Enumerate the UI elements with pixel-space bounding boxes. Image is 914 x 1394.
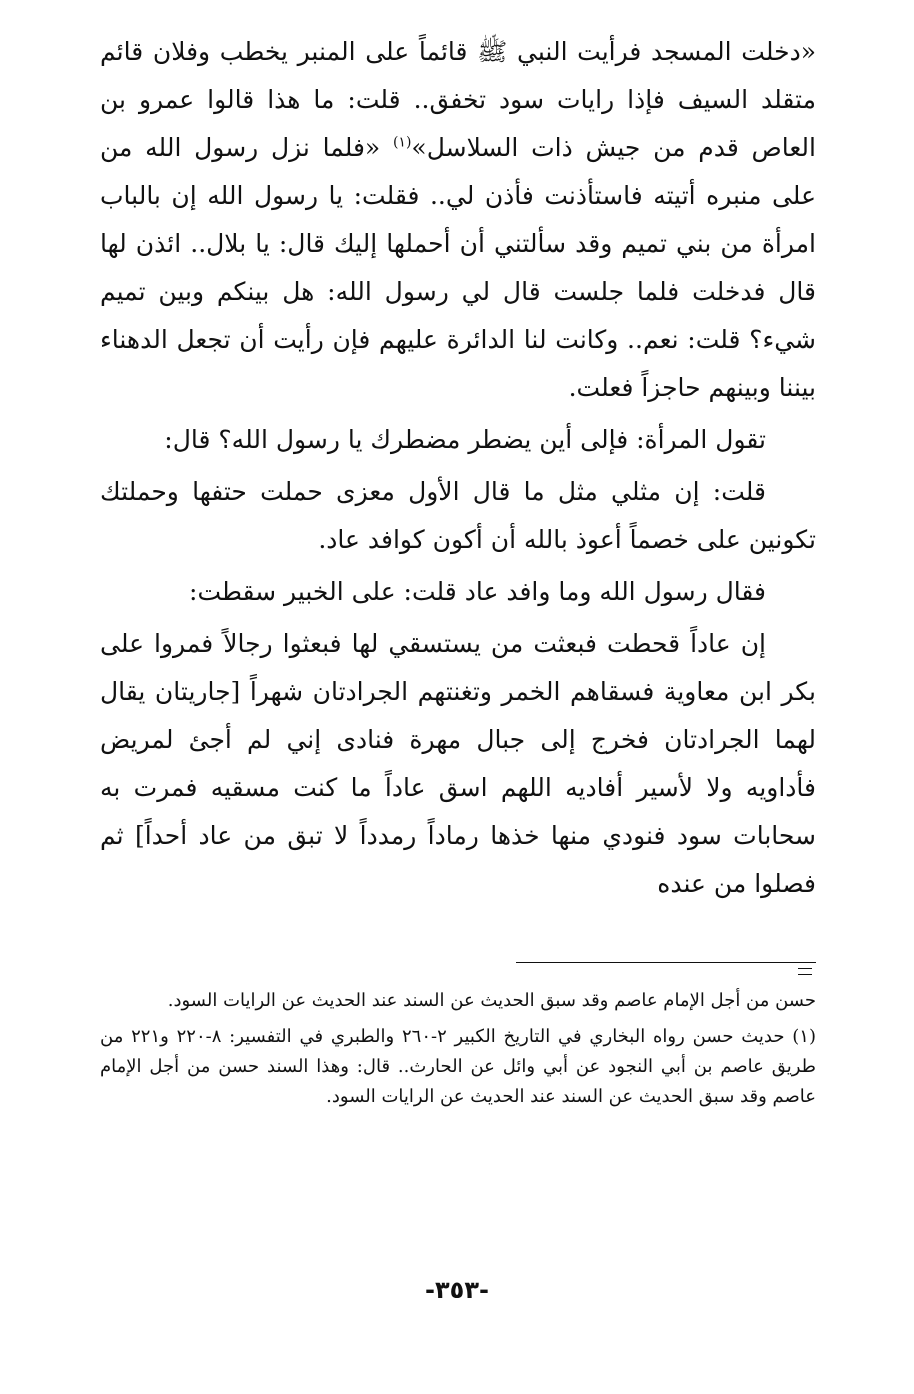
footnote-reference-1[interactable]: (١) bbox=[392, 134, 412, 151]
paragraph-1 bbox=[100, 28, 816, 412]
body-text bbox=[100, 28, 816, 908]
paragraph-4: فقال رسول الله وما وافد عاد قلت: على الخبير سقطت: bbox=[189, 577, 766, 606]
footnote-1: (١) حديث حسن رواه البخاري في التاريخ الكبير ٢-٢٦٠ والطبري في التفسير: ٨-٢٢٠ و٢٢١ من طريق عاصم بن أبي النجود عن أبي وائل عن الحارث.. قال: وهذا السند حسن من أجل الإمام عاصم وقد سبق الحديث عن السند عند الحديث عن الرايات السود. bbox=[100, 1026, 816, 1107]
paragraph-2: تقول المرأة: فإلى أين يضطر مضطرك يا رسول الله؟ قال: bbox=[164, 425, 766, 454]
footnote-separator-rule bbox=[516, 962, 816, 963]
footnotes-section bbox=[100, 986, 816, 1118]
footnote-carryover: حسن من أجل الإمام عاصم وقد سبق الحديث عن السند عند الحديث عن الرايات السود. bbox=[167, 990, 816, 1011]
page-number: -٣٥٣- bbox=[425, 1276, 489, 1304]
paragraph-5: إن عاداً قحطت فبعثت من يستسقي لها فبعثوا رجالاً فمروا على بكر ابن معاوية فسقاهم الخمر وتغنتهم الجرادتان شهراً [جاريتان يقال لهما الجرادتان فخرج إلى جبال مهرة فنادى إني لم أجئ لمريض فأداويه ولا لأسير أفاديه اللهم اسق عاداً ما كنت مسقيه فمرت به سحابات سود فنودي منها خذها رماداً رمدداً لا تبق من عاد أحداً] ثم فصلوا من عنده bbox=[100, 629, 816, 898]
paragraph-1-part-b: «فلما نزل رسول الله من على منبره أتيته فاستأذنت فأذن لي.. فقلت: يا رسول الله إن بالباب امرأة من بني تميم وقد سألتني أن أحملها إليك قال: يا بلال.. ائذن لها قال فدخلت فلما جلست قال لي رسول الله: هل بينكم وبين تميم شيء؟ قلت: نعم.. وكانت لنا الدائرة عليهم فإن رأيت أن تجعل الدهناء بيننا وبينهم حاجزاً فعلت. bbox=[100, 133, 817, 402]
footnote-continuation-mark bbox=[798, 968, 812, 975]
main-text-block bbox=[100, 28, 816, 908]
paragraph-1-part-a: «دخلت المسجد فرأيت النبي ﷺ قائماً على المنبر يخطب وفلان قائم متقلد السيف فإذا رايات سود تخفق.. قلت: ما هذا قالوا عمرو بن العاص قدم من جيش ذات السلاسل» bbox=[100, 37, 816, 162]
paragraph-3: قلت: إن مثلي مثل ما قال الأول معزى حملت حتفها وحملتك تكونين على خصماً أعوذ بالله أن أكون كوافد عاد. bbox=[100, 477, 816, 554]
